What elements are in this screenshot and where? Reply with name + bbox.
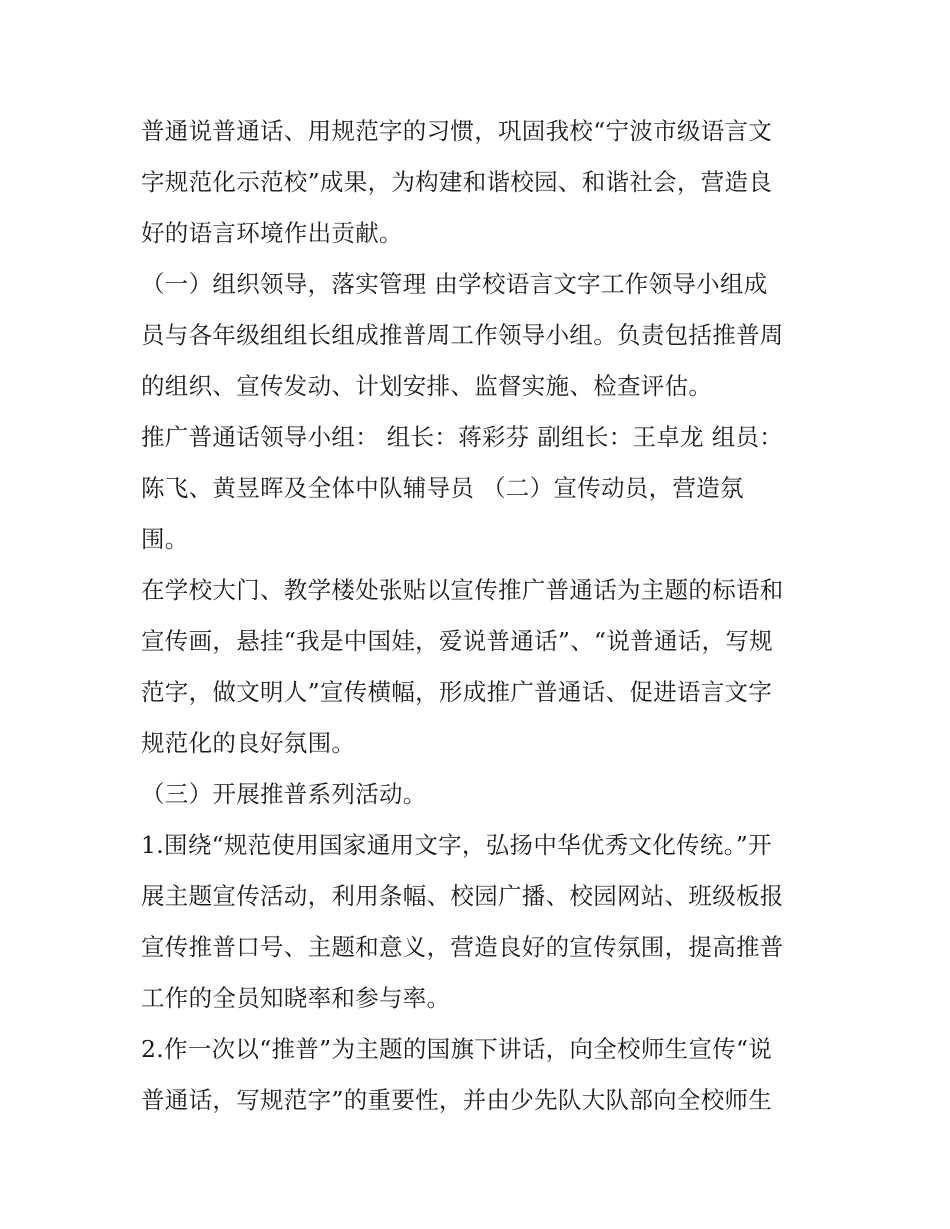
text-line: 1.围绕“规范使用国家通用文字，弘扬中华优秀文化传统。”开 (141, 831, 772, 859)
text-line: 2.作一次以“推普”为主题的国旗下讲话，向全校师生宣传“说 (141, 1035, 773, 1063)
text-line: 工作的全员知晓率和参与率。 (141, 984, 451, 1012)
text-line: 陈飞、黄昱晖及全体中队辅导员 （二）宣传动员，营造氛 (141, 474, 744, 502)
text-line: 展主题宣传活动，利用条幅、校园广播、校园网站、班级板报 (141, 882, 784, 910)
text-line: 在学校大门、教学楼处张贴以宣传推广普通话为主题的标语和 (141, 576, 784, 604)
text-line: 字规范化示范校”成果，为构建和谐校园、和谐社会，营造良 (141, 168, 773, 196)
text-line: 好的语言环境作出贡献。 (141, 219, 403, 247)
text-line: 员与各年级组组长组成推普周工作领导小组。负责包括推普周 (141, 321, 784, 349)
text-line: 围。 (141, 525, 189, 553)
text-line: 普通说普通话、用规范字的习惯，巩固我校“宁波市级语言文 (141, 117, 773, 145)
text-line: 推广普通话领导小组： 组长：蒋彩芬 副组长：王卓龙 组员： (141, 423, 784, 451)
text-line: （一）组织领导，落实管理 由学校语言文字工作领导小组成 (141, 270, 768, 298)
text-line: 规范化的良好氛围。 (141, 729, 356, 757)
text-line: 宣传画，悬挂“我是中国娃，爱说普通话”、“说普通话，写规 (141, 627, 773, 655)
text-line: 范字，做文明人”宣传横幅，形成推广普通话、促进语言文字 (141, 678, 773, 706)
document-body (141, 106, 821, 1126)
text-line: 的组织、宣传发动、计划安排、监督实施、检查评估。 (141, 372, 713, 400)
text-line: （三）开展推普系列活动。 (141, 780, 427, 808)
text-line: 普通话，写规范字”的重要性，并由少先队大队部向全校师生 (141, 1086, 773, 1114)
text-line: 宣传推普口号、主题和意义，营造良好的宣传氛围，提高推普 (141, 933, 784, 961)
